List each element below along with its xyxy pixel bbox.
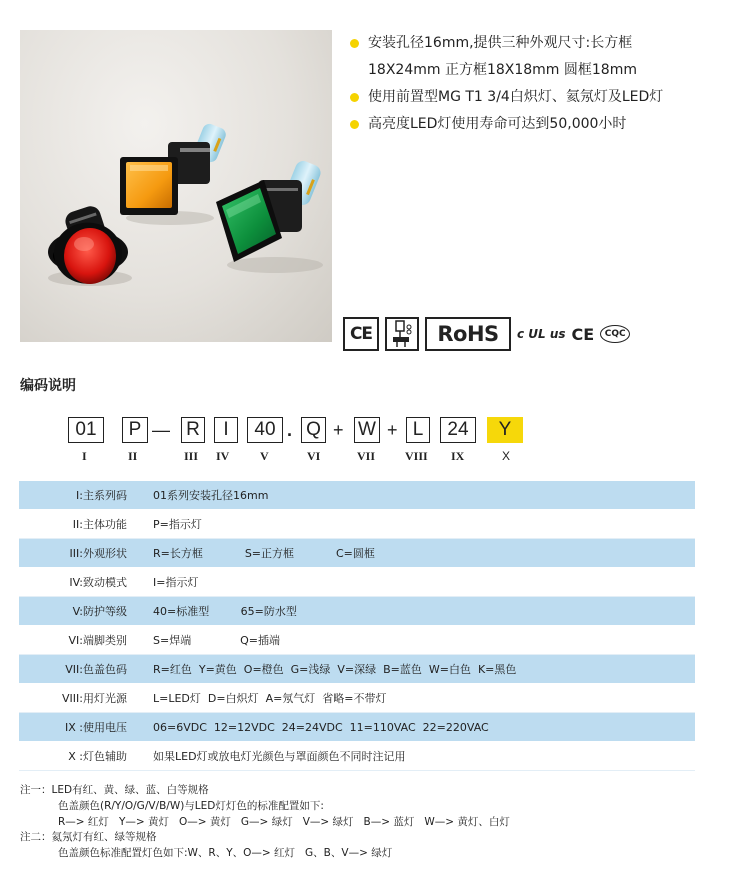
code-index-label: IX — [451, 449, 465, 463]
feature-text: 高亮度LED灯使用寿命可达到50,000小时 — [368, 116, 627, 132]
code-separator-dash: — — [152, 420, 170, 440]
table-row — [19, 539, 695, 568]
indicator-lights-illustration — [20, 30, 332, 342]
row-label: VII:色盖色码 — [65, 663, 127, 676]
row-label: V:防护等级 — [72, 605, 127, 618]
code-separator-plus: + — [387, 420, 398, 440]
feature-text-continued: 18X24mm 正方框18X18mm 圆框18mm — [368, 62, 637, 78]
row-label: VI:端脚类别 — [68, 634, 127, 647]
section-title: 编码说明 — [20, 378, 76, 394]
row-label: IV:致动模式 — [69, 576, 127, 589]
row-label: X :灯色辅助 — [68, 750, 127, 763]
code-spec-table — [19, 481, 695, 771]
note-line: 色盖颜色(R/Y/O/G/V/B/W)与LED灯灯色的标准配置如下: — [58, 799, 324, 812]
feature-item — [348, 30, 728, 84]
code-box-protection: 40 — [247, 417, 283, 443]
bullet-dot-icon — [350, 93, 359, 102]
note-line: 注一：LED有红、黄、绿、蓝、白等规格 — [20, 784, 209, 796]
code-diagram — [0, 417, 732, 447]
table-row — [19, 742, 695, 771]
code-index-label: VII — [357, 449, 376, 463]
cqc-mark-icon: CQC — [600, 325, 630, 343]
table-row — [19, 713, 695, 742]
row-label: I:主系列码 — [76, 489, 127, 502]
code-box-actuation: I — [214, 417, 238, 443]
feature-item — [348, 111, 728, 138]
row-value: L=LED灯 D=白炽灯 A=氖气灯 省略=不带灯 — [153, 692, 387, 705]
row-value: I=指示灯 — [153, 576, 199, 589]
note-line: 注二：氦氖灯有红、绿等规格 — [20, 831, 157, 844]
product-photo — [20, 30, 332, 342]
code-box-function: P — [122, 417, 148, 443]
table-row — [19, 597, 695, 626]
row-label: II:主体功能 — [72, 518, 127, 531]
bullet-dot-icon — [350, 39, 359, 48]
rohs-mark-icon: RoHS — [425, 317, 511, 351]
table-row — [19, 626, 695, 655]
row-label: III:外观形状 — [69, 547, 127, 560]
certification-logos — [343, 314, 630, 354]
code-index-label: III — [184, 449, 199, 463]
row-value: R=红色 Y=黄色 O=橙色 G=浅绿 V=深绿 B=蓝色 W=白色 K=黑色 — [153, 663, 517, 676]
row-value: P=指示灯 — [153, 518, 202, 531]
ul-mark-icon: c UL us — [517, 327, 566, 341]
code-index-label: I — [82, 449, 87, 463]
code-index-label: VIII — [405, 449, 428, 463]
bullet-dot-icon — [350, 120, 359, 129]
code-box-light-source: L — [406, 417, 430, 443]
code-index-label: V — [260, 449, 269, 463]
code-index-label: IV — [216, 449, 230, 463]
row-label: VIII:用灯光源 — [62, 692, 127, 705]
code-index-label: X — [502, 449, 511, 463]
table-row — [19, 481, 695, 510]
note-line: 色盖颜色标准配置灯色如下:W、R、Y、O—> 红灯 G、B、V—> 绿灯 — [58, 847, 393, 860]
table-row — [19, 510, 695, 539]
row-value: 40=标准型 65=防水型 — [153, 605, 297, 618]
table-row — [19, 684, 695, 713]
table-row — [19, 655, 695, 684]
feature-list — [348, 30, 728, 138]
note-line: R—> 红灯 Y—> 黄灯 O—> 黄灯 G—> 绿灯 V—> 绿灯 B—> 蓝灯 W—> 黄灯、白灯 — [58, 815, 510, 828]
row-value: 06=6VDC 12=12VDC 24=24VDC 11=110VAC 22=220VAC — [153, 721, 489, 734]
notes-section — [20, 783, 510, 862]
ce-mark-icon: CE — [343, 317, 379, 351]
table-row — [19, 568, 695, 597]
row-value: S=焊端 Q=插端 — [153, 634, 281, 647]
code-box-cap-color: W — [354, 417, 380, 443]
code-box-voltage: 24 — [440, 417, 476, 443]
row-label: IX :使用电压 — [65, 721, 127, 734]
code-index-label: VI — [307, 449, 321, 463]
code-separator-dot: . — [287, 420, 293, 440]
feature-text: 使用前置型MG T1 3/4白炽灯、氦氖灯及LED灯 — [368, 89, 664, 105]
code-box-series: 01 — [68, 417, 104, 443]
code-index-label: II — [128, 449, 138, 463]
row-value: R=长方框 S=正方框 C=圆框 — [153, 547, 375, 560]
row-value: 如果LED灯或放电灯光颜色与罩面颜色不同时注记用 — [153, 750, 406, 763]
row-value: 01系列安装孔径16mm — [153, 489, 269, 502]
lamp-symbol-icon — [385, 317, 419, 351]
code-box-shape: R — [181, 417, 205, 443]
feature-text: 安装孔径16mm,提供三种外观尺寸:长方框 — [368, 35, 633, 51]
code-separator-plus: + — [333, 420, 344, 440]
code-box-light-color: Y — [487, 417, 523, 443]
feature-item — [348, 84, 728, 111]
ce-plain-mark-icon: CE — [571, 324, 595, 344]
code-box-terminal: Q — [301, 417, 326, 443]
